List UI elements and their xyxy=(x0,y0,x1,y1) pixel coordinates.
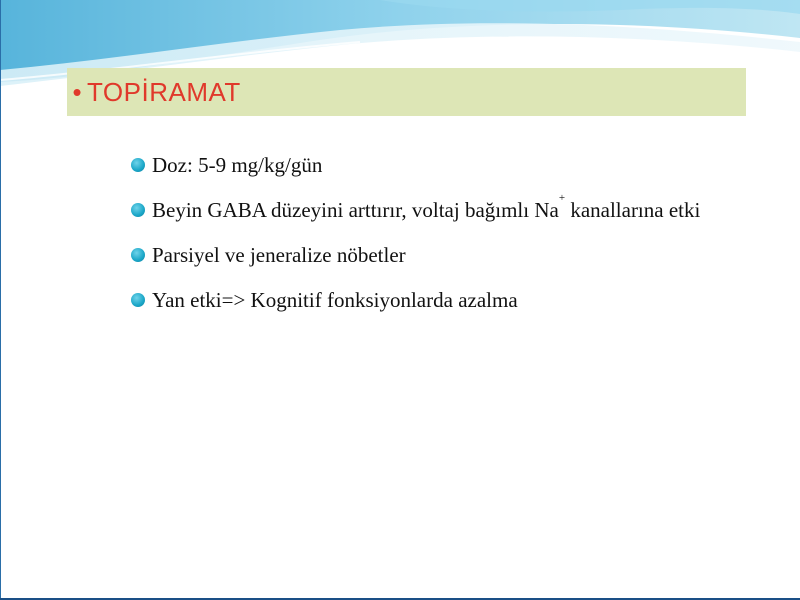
superscript-plus: + xyxy=(558,192,566,204)
bullet-text: Beyin GABA düzeyini arttırır, voltaj bağımlı Na xyxy=(152,198,559,222)
bullet-item xyxy=(130,192,730,226)
title-bullet: • xyxy=(72,76,82,107)
bullet-text: Yan etki=> Kognitif fonksiyonlarda azalma xyxy=(152,288,518,312)
bullet-list xyxy=(130,150,730,330)
bullet-item xyxy=(130,285,730,316)
bullet-item xyxy=(130,150,730,181)
bullet-item xyxy=(130,240,730,271)
slide-title: TOPİRAMAT xyxy=(87,76,241,107)
left-border xyxy=(0,0,1,600)
bullet-dot-icon xyxy=(131,158,145,172)
bullet-dot-icon xyxy=(131,203,145,217)
title-bar xyxy=(67,68,746,116)
bullet-text-continued: kanallarına etki xyxy=(565,198,701,222)
bullet-dot-icon xyxy=(131,248,145,262)
bullet-dot-icon xyxy=(131,293,145,307)
bullet-text: Parsiyel ve jeneralize nöbetler xyxy=(152,243,406,267)
bullet-text: Doz: 5-9 mg/kg/gün xyxy=(152,153,323,177)
